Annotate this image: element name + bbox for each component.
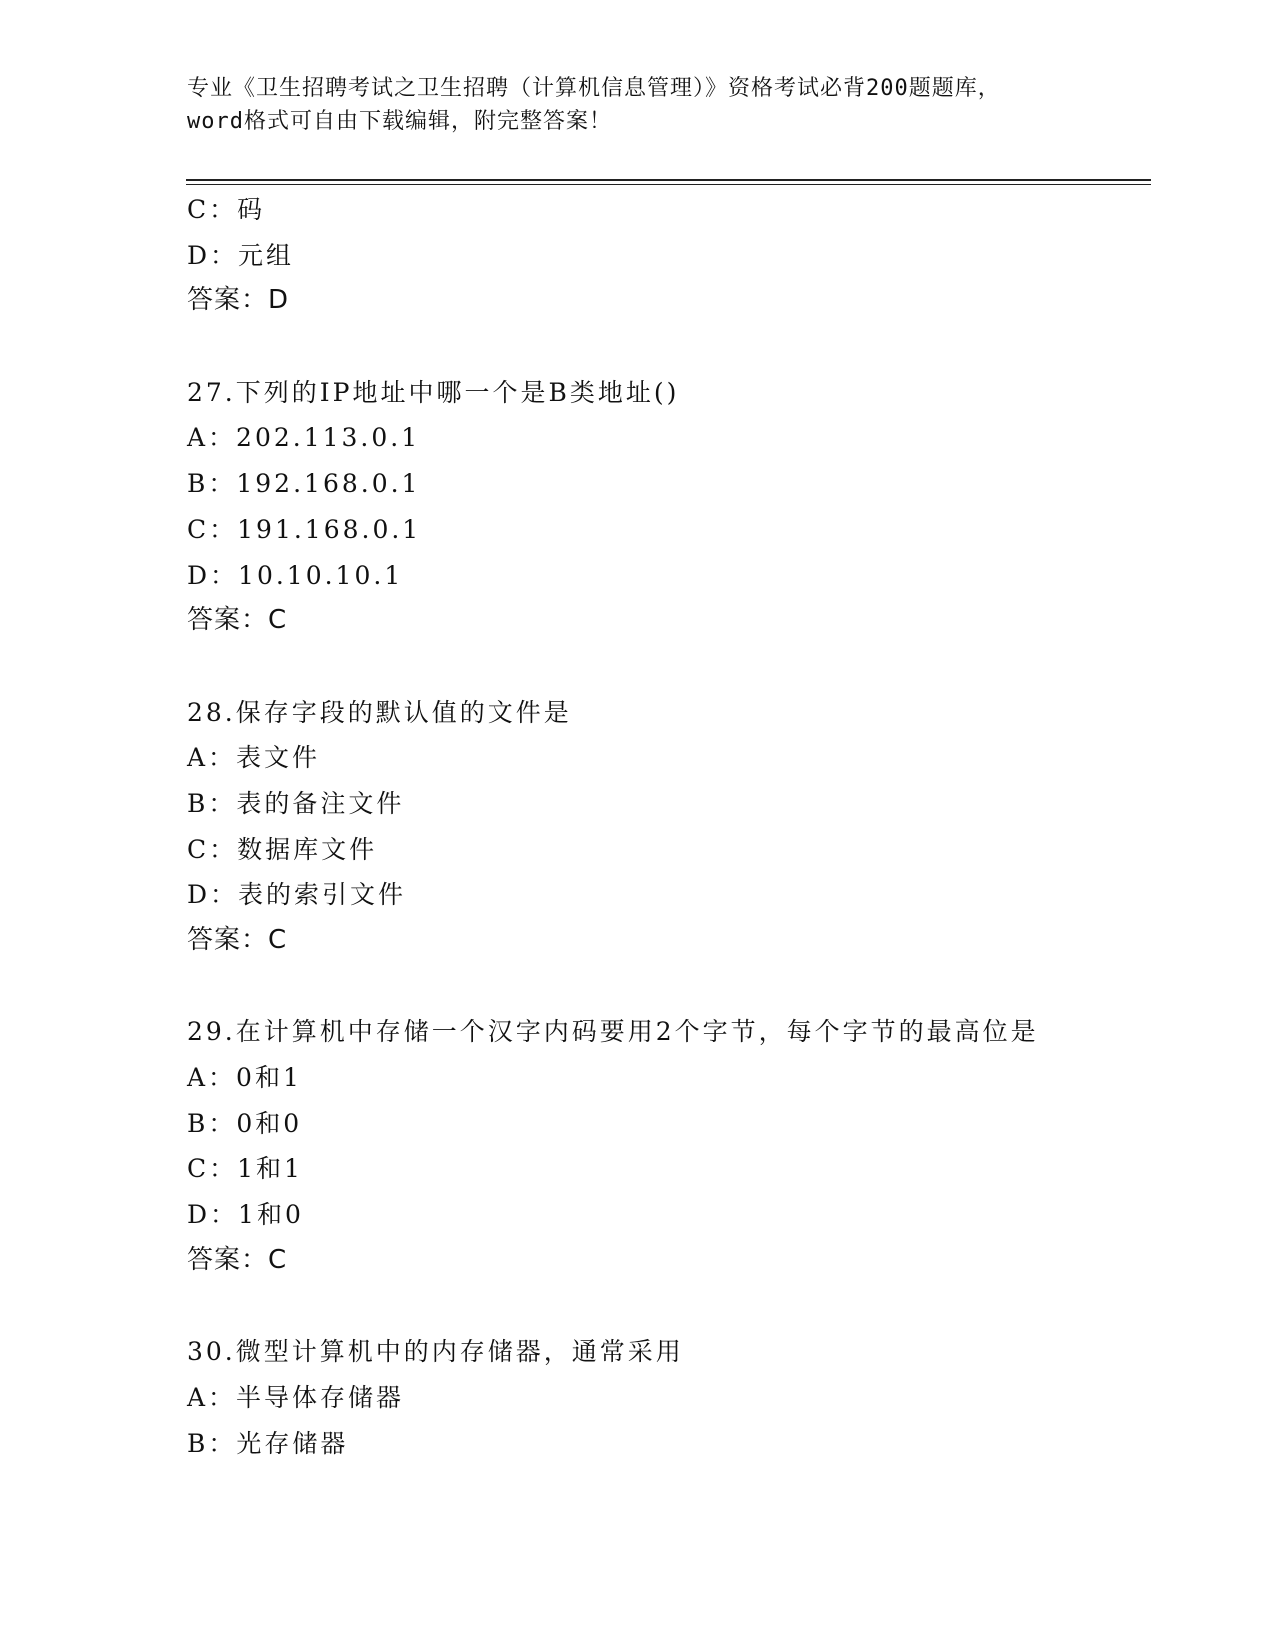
option-d: D：10.10.10.1 <box>187 560 404 590</box>
answer-line: 答案：C <box>187 605 288 636</box>
option-a: A：半导体存储器 <box>187 1382 405 1412</box>
answer-line: 答案：D <box>187 285 290 316</box>
option-b: B：0和0 <box>187 1108 303 1138</box>
header-divider-thin <box>186 184 1151 185</box>
header-line-1: 专业《卫生招聘考试之卫生招聘（计算机信息管理）》资格考试必背200题题库， <box>187 76 1001 101</box>
option-b: B：表的备注文件 <box>187 788 405 818</box>
option-a: A：202.113.0.1 <box>187 423 421 453</box>
option-c: C：1和1 <box>187 1154 303 1184</box>
question-26-tail <box>187 187 1147 324</box>
question-28 <box>187 690 1147 964</box>
question-text: 27.下列的IP地址中哪一个是B类地址() <box>187 377 680 407</box>
option-d: D：元组 <box>187 240 295 270</box>
option-b: B：光存储器 <box>187 1428 349 1458</box>
document-header <box>187 72 1087 138</box>
question-text: 28.保存字段的默认值的文件是 <box>187 697 572 727</box>
option-c: C：191.168.0.1 <box>187 514 422 544</box>
spacer <box>187 964 1147 1010</box>
answer-line: 答案：C <box>187 1244 288 1275</box>
option-a: A：表文件 <box>187 743 321 773</box>
spacer <box>187 324 1147 370</box>
spacer <box>187 644 1147 690</box>
answer-line: 答案：C <box>187 925 288 955</box>
question-27 <box>187 370 1147 644</box>
option-c: C：数据库文件 <box>187 834 378 864</box>
question-29 <box>187 1009 1147 1283</box>
question-text: 29.在计算机中存储一个汉字内码要用2个字节，每个字节的最高位是 <box>187 1017 1039 1047</box>
option-d: D：1和0 <box>187 1200 304 1230</box>
header-line-2: word格式可自由下载编辑，附完整答案！ <box>187 109 612 134</box>
header-divider-thick <box>186 179 1151 181</box>
option-a: A：0和1 <box>187 1063 302 1093</box>
question-list <box>187 187 1147 1466</box>
question-text: 30.微型计算机中的内存储器，通常采用 <box>187 1337 684 1367</box>
option-c: C：码 <box>187 195 266 224</box>
question-30 <box>187 1329 1147 1466</box>
option-d: D：表的索引文件 <box>187 880 407 910</box>
spacer <box>187 1284 1147 1330</box>
option-b: B：192.168.0.1 <box>187 469 421 499</box>
